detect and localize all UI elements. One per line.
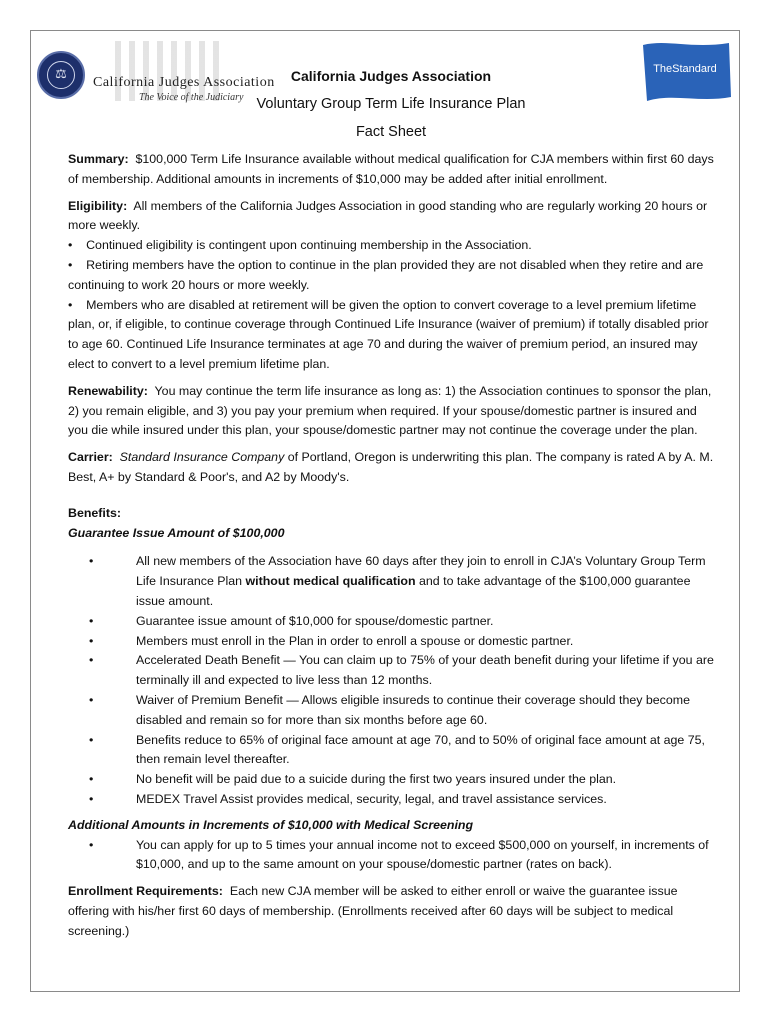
carrier-company: Standard Insurance Company [119,450,285,465]
cja-logo-tagline: The Voice of the Judiciary [139,92,244,103]
the-standard-logo-text: TheStandard [653,63,717,75]
list-item: • Accelerated Death Benefit — You can claim up to 75% of your death benefit during your lifetime if you are terminally ill and expected to live less than 12 months. [68,651,720,691]
renewability-label: Renewability: [68,383,148,398]
carrier-section [68,448,720,488]
carrier-label: Carrier: [68,450,113,465]
without-medical-qualification-emphasis: without medical qualification [245,574,416,589]
benefits-section [68,504,720,875]
eligibility-bullet: • Retiring members have the option to continue in the plan provided they are not disabled when they retire and are continuing to work 20 hours or more weekly. [68,257,704,292]
eligibility-label: Eligibility: [68,198,128,213]
renewability-section [68,382,720,441]
enrollment-text: Each new CJA member will be asked to either enroll or waive the guarantee issue offering with his/her first 60 days of membership. (Enrollments received after 60 days will be subject to medical screening.) [68,884,678,938]
fact-sheet-page [30,30,740,992]
list-item: • Members must enroll in the Plan in order to enroll a spouse or domestic partner. [68,632,720,652]
eligibility-bullet: • Continued eligibility is contingent upon continuing membership in the Association. [68,238,532,253]
eligibility-section [68,197,720,375]
list-item: • All new members of the Association have 60 days after they join to enroll in CJA’s Voluntary Group Term Life Insurance Plan without medical qualification and to take advantage of the $100,000 guarantee issue amount. [68,552,720,611]
list-item: • No benefit will be paid due to a suicide during the first two years insured under the plan. [68,770,720,790]
benefits-label: Benefits: [68,505,122,520]
summary-text: $100,000 Term Life Insurance available without medical qualification for CJA members within first 60 days of membership. Additional amounts in increments of $10,000 may be added after initial enrollment. [68,152,714,186]
list-item: • Waiver of Premium Benefit — Allows eligible insureds to continue their coverage should they become disabled and remain so for more than six months before age 60. [68,691,720,731]
additional-amounts-list [68,836,720,876]
page-title: California Judges Association [290,68,492,84]
summary-section [68,150,720,190]
enrollment-label: Enrollment Requirements: [68,884,223,899]
list-item: • Guarantee issue amount of $10,000 for spouse/domestic partner. [68,612,720,632]
plan-name: Voluntary Group Term Life Insurance Plan [256,96,526,112]
enrollment-section [68,882,720,941]
cja-seal-icon: ⚖ [37,51,85,99]
document-type: Fact Sheet [355,124,427,140]
summary-label: Summary: [68,152,129,166]
eligibility-text: All members of the California Judges Association in good standing who are regularly working 20 hours or more weekly. [68,198,708,233]
benefits-list [68,552,720,809]
list-item: • MEDEX Travel Assist provides medical, security, legal, and travel assistance services. [68,790,720,810]
cja-logo-name: California Judges Association [93,75,275,90]
list-item: • You can apply for up to 5 times your annual income not to exceed $500,000 on yourself, in increments of $10,000, and up to the same amount on your spouse/domestic partner (rates on back). [68,836,720,876]
renewability-text: You may continue the term life insurance as long as: 1) the Association continues to sponsor the plan, 2) you remain eligible, and 3) you pay your premium when required. If your spouse/domestic partner is insured and you die while insured under this plan, your spouse/domestic partner may not continue the coverage under the plan. [68,383,712,438]
eligibility-bullet: • Members who are disabled at retirement will be given the option to convert coverage to a level premium lifetime plan, or, if eligible, to continue coverage through Continued Life Insurance (waiver of premium) if totally disabled prior to age 60. Continued Life Insurance terminates at age 70 and during the waiver of premium period, an insured may elect to convert to a level premium lifetime plan. [68,297,709,371]
carrier-text: of Portland, Oregon is underwriting this plan. The company is rated A by A. M. Best, A+ by Standard & Poor's, and A2 by Moody's. [68,450,714,484]
list-item: • Benefits reduce to 65% of original face amount at age 70, and to 50% of original face amount at age 75, then remain level thereafter. [68,731,720,771]
additional-amounts-heading: Additional Amounts in Increments of $10,000 with Medical Screening [68,817,474,832]
document-body [68,150,720,941]
guarantee-issue-heading: Guarantee Issue Amount of $100,000 [68,525,285,540]
